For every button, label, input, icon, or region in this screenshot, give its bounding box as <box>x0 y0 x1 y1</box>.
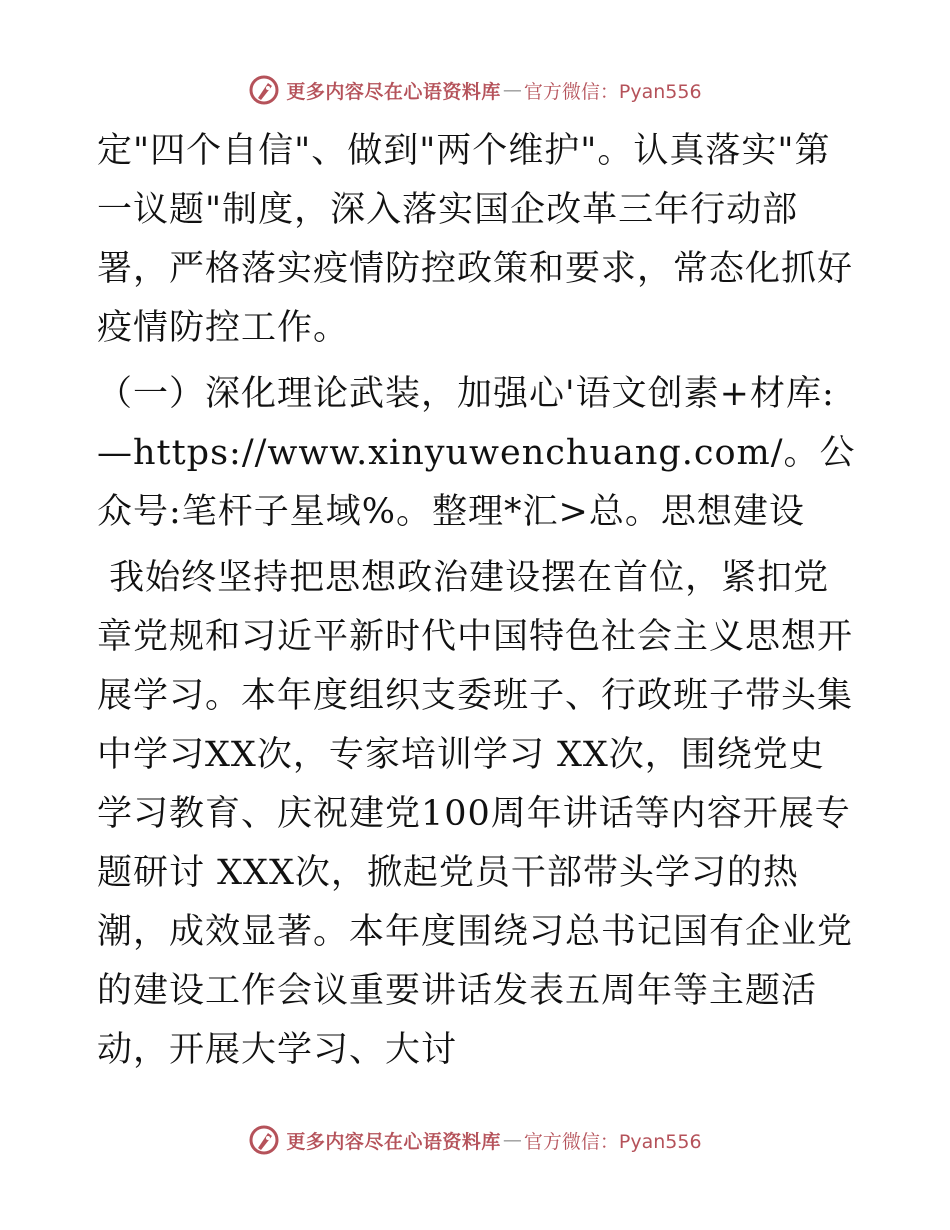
paragraph-3: 我始终坚持把思想政治建设摆在首位，紧扣党章党规和习近平新时代中国特色社会主义思想开展学习。本年度组织支委班子、行政班子带头集中学习XX次，专家培训学习 XX次，围绕党史学习教育、庆祝建党100周年讲话等内容开展专题研讨 XXX次，掀起党员干部带头学习的热潮，成效显著。本年度围绕习总书记国有企业党的建设工作会议重要讲话发表五周年等主题活动，开展大学习、大讨 <box>97 558 854 1070</box>
watermark-contact-text: 官方微信：Pyan556 <box>523 1130 702 1153</box>
footer-watermark <box>0 1124 950 1156</box>
document-body <box>97 122 857 1080</box>
watermark-lead-text: 更多内容尽在心语资料库 <box>286 1130 501 1153</box>
watermark-lead-text: 更多内容尽在心语资料库 <box>286 80 501 103</box>
pen-nib-circle-icon <box>248 74 280 106</box>
header-watermark <box>0 74 950 106</box>
pen-nib-circle-icon <box>248 1124 280 1156</box>
watermark-separator: — <box>502 79 522 101</box>
paragraph-1: 定"四个自信"、做到"两个维护"。认真落实"第一议题"制度，深入落实国企改革三年行动部署，严格落实疫情防控政策和要求，常态化抓好疫情防控工作。 <box>97 131 854 348</box>
watermark-separator: — <box>502 1129 522 1151</box>
watermark-contact-text: 官方微信：Pyan556 <box>523 80 702 103</box>
paragraph-2-heading: （一）深化理论武装，加强心'语文创素+材库:—https://www.xinyuwenchuang.com/。公众号:笔杆子星域%。整理*汇>总。思想建设 <box>97 374 856 532</box>
